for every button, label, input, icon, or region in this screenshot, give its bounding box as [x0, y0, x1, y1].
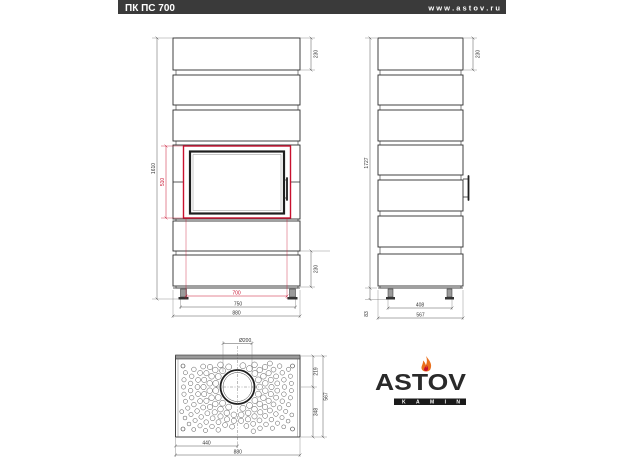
- front-panel: [173, 75, 300, 105]
- dim-label: 83: [364, 311, 370, 317]
- side-panel: [378, 110, 463, 141]
- front-panel: [173, 110, 300, 141]
- door-glass: [190, 152, 284, 214]
- dim-label: 230: [475, 49, 482, 59]
- side-panel: [378, 38, 463, 70]
- dim-label: 567: [323, 392, 330, 401]
- dim-label: 230: [313, 264, 320, 274]
- front-panel: [173, 255, 300, 286]
- dim-label: 408: [415, 302, 425, 309]
- foot: [288, 297, 298, 300]
- leg: [447, 289, 452, 297]
- dim-label: 230: [313, 49, 320, 59]
- side-panel: [378, 216, 463, 247]
- leg: [388, 289, 393, 297]
- dim-label: Ø200: [239, 338, 252, 344]
- dim-front-lower-panels: [300, 251, 330, 287]
- dim-plan-right: [301, 356, 330, 437]
- product-title: ПК ПС 700: [125, 3, 175, 14]
- dim-label: 440: [202, 440, 211, 447]
- dim-label: 219: [313, 367, 320, 376]
- dim-label: 567: [416, 312, 425, 319]
- bolt-icon: [181, 427, 185, 431]
- plan-view: [176, 338, 330, 457]
- firebox: [173, 145, 300, 219]
- dim-front-leg-span: [181, 300, 296, 310]
- dim-label: 510: [160, 177, 166, 187]
- dim-front-top-panel: [300, 38, 320, 70]
- leg: [290, 289, 296, 297]
- foot: [386, 297, 395, 300]
- leg: [181, 289, 187, 297]
- dim-label: 1610: [151, 162, 157, 175]
- side-panel: [378, 180, 463, 211]
- dim-label: 1727: [364, 157, 370, 169]
- dim-side-leg-span: [388, 300, 452, 311]
- rear-edge-band: [176, 355, 301, 359]
- side-view: [364, 38, 482, 320]
- side-panel: [378, 75, 463, 105]
- side-panel: [378, 145, 463, 175]
- front-panel: [173, 221, 300, 251]
- dim-side-top-panel: [464, 38, 482, 70]
- dim-label: 880: [233, 449, 242, 456]
- bolt-icon: [291, 427, 295, 431]
- dim-side-height: [364, 38, 377, 288]
- dim-label: 880: [232, 310, 241, 317]
- dim-leg-height: [364, 288, 386, 317]
- website-url: w w w . a s t o v . r u: [428, 3, 500, 13]
- header-bar: [118, 0, 506, 14]
- dim-plan-bottom: [176, 438, 301, 457]
- logo-wordmark: ASTOV: [375, 369, 467, 395]
- side-panel: [378, 254, 463, 286]
- foot: [445, 297, 454, 300]
- side-handle-icon: [463, 176, 469, 200]
- dim-label: 700: [232, 290, 241, 297]
- logo-subtitle: KAMIN: [402, 399, 460, 406]
- front-view: [151, 38, 330, 318]
- dim-label: 348: [313, 407, 320, 417]
- foot: [179, 297, 189, 300]
- bolt-icon: [291, 364, 295, 368]
- front-panel: [173, 38, 300, 70]
- bolt-icon: [181, 364, 185, 368]
- dim-label: 750: [233, 301, 243, 308]
- side-legs: [386, 289, 454, 300]
- astov-logo: [375, 356, 467, 406]
